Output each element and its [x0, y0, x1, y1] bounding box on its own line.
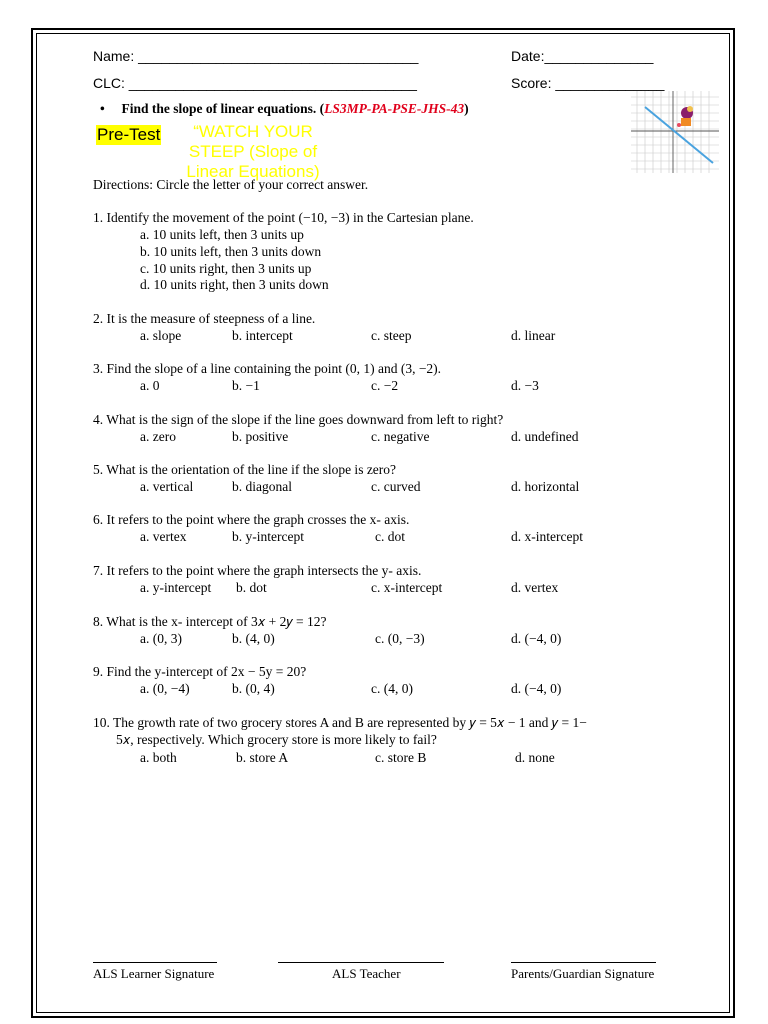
question-3-option-c[interactable]: c. −2	[371, 378, 399, 393]
question-10-option-b[interactable]: b. store A	[236, 750, 289, 765]
question-10-option-c[interactable]: c. store B	[375, 750, 427, 765]
question-4-option-c[interactable]: c. negative	[371, 429, 430, 444]
question-3-stem: 3. Find the slope of a line containing the point (0, 1) and (3, −2).	[93, 361, 442, 376]
question-2-option-c[interactable]: c. steep	[371, 328, 412, 343]
question-10-option-d[interactable]: d. none	[515, 750, 555, 765]
question-3-option-a[interactable]: a. 0	[140, 378, 160, 393]
clc-field[interactable]: CLC: _____________________________________	[93, 75, 417, 91]
question-6-stem: 6. It refers to the point where the graph crosses the x- axis.	[93, 512, 410, 527]
question-5-stem: 5. What is the orientation of the line if the slope is zero?	[93, 462, 397, 477]
question-7-option-c[interactable]: c. x-intercept	[371, 580, 443, 595]
parent-signature-line[interactable]	[511, 962, 656, 963]
question-7-option-d[interactable]: d. vertex	[511, 580, 559, 595]
question-9-stem: 9. Find the y-intercept of 2x − 5y = 20?	[93, 664, 307, 679]
question-9-option-d[interactable]: d. (−4, 0)	[511, 681, 562, 696]
question-2-option-a[interactable]: a. slope	[140, 328, 182, 343]
question-2-option-b[interactable]: b. intercept	[232, 328, 293, 343]
question-1-option-c[interactable]: c. 10 units right, then 3 units up	[140, 261, 312, 276]
bullet-icon: •	[100, 101, 105, 116]
question-3-option-b[interactable]: b. −1	[232, 378, 260, 393]
parent-signature-label: Parents/Guardian Signature	[511, 966, 655, 981]
pretest-label: Pre-Test	[97, 125, 161, 144]
question-5-option-c[interactable]: c. curved	[371, 479, 421, 494]
question-10-stem-continued: 5𝑥, respectively. Which grocery store is more likely to fail?	[116, 732, 437, 747]
slope-graph-illustration	[631, 91, 719, 173]
question-3-option-d[interactable]: d. −3	[511, 378, 539, 393]
question-9-option-c[interactable]: c. (4, 0)	[371, 681, 413, 696]
question-10-option-a[interactable]: a. both	[140, 750, 177, 765]
score-field[interactable]: Score: ______________	[511, 75, 665, 91]
directions-text: Directions: Circle the letter of your correct answer.	[93, 177, 369, 192]
question-6-option-a[interactable]: a. vertex	[140, 529, 187, 544]
question-5-option-b[interactable]: b. diagonal	[232, 479, 292, 494]
question-5-option-d[interactable]: d. horizontal	[511, 479, 580, 494]
question-9-option-b[interactable]: b. (0, 4)	[232, 681, 275, 696]
question-7-option-a[interactable]: a. y-intercept	[140, 580, 212, 595]
objective-line	[100, 101, 469, 117]
question-5-option-a[interactable]: a. vertical	[140, 479, 194, 494]
learner-signature-line[interactable]	[93, 962, 217, 963]
question-4-option-b[interactable]: b. positive	[232, 429, 289, 444]
question-1-option-b[interactable]: b. 10 units left, then 3 units down	[140, 244, 322, 259]
competency-code: LS3MP-PA-PSE-JHS-43	[324, 101, 465, 116]
objective-text: Find the slope of linear equations. (	[121, 101, 325, 116]
objective-close: )	[464, 101, 469, 116]
teacher-signature-line[interactable]	[278, 962, 444, 963]
question-6-option-d[interactable]: d. x-intercept	[511, 529, 583, 544]
question-8-option-b[interactable]: b. (4, 0)	[232, 631, 275, 646]
question-6-option-c[interactable]: c. dot	[375, 529, 405, 544]
question-2-stem: 2. It is the measure of steepness of a line.	[93, 311, 316, 326]
date-field[interactable]: Date:______________	[511, 48, 654, 64]
name-field[interactable]: Name: ____________________________________	[93, 48, 419, 64]
question-9-option-a[interactable]: a. (0, −4)	[140, 681, 190, 696]
question-8-option-c[interactable]: c. (0, −3)	[375, 631, 425, 646]
question-1-option-d[interactable]: d. 10 units right, then 3 units down	[140, 277, 329, 292]
question-4-stem: 4. What is the sign of the slope if the line goes downward from left to right?	[93, 412, 504, 427]
question-8-option-a[interactable]: a. (0, 3)	[140, 631, 182, 646]
question-4-option-d[interactable]: d. undefined	[511, 429, 579, 444]
question-8-option-d[interactable]: d. (−4, 0)	[511, 631, 562, 646]
question-8-stem: 8. What is the x- intercept of 3𝑥 + 2𝑦 = 12?	[93, 614, 327, 629]
test-title: “WATCH YOUR STEEP (Slope of Linear Equations)	[186, 122, 320, 181]
question-4-option-a[interactable]: a. zero	[140, 429, 176, 444]
question-2-option-d[interactable]: d. linear	[511, 328, 556, 343]
teacher-signature-label: ALS Teacher	[332, 966, 401, 981]
question-10-stem: 10. The growth rate of two grocery stores A and B are represented by 𝑦 = 5𝑥 − 1 and 𝑦 = 1−	[93, 715, 587, 730]
question-1-stem: 1. Identify the movement of the point (−10, −3) in the Cartesian plane.	[93, 210, 474, 225]
question-7-stem: 7. It refers to the point where the graph intersects the y- axis.	[93, 563, 422, 578]
question-7-option-b[interactable]: b. dot	[236, 580, 267, 595]
question-1-option-a[interactable]: a. 10 units left, then 3 units up	[140, 227, 304, 242]
question-6-option-b[interactable]: b. y-intercept	[232, 529, 304, 544]
learner-signature-label: ALS Learner Signature	[93, 966, 215, 981]
